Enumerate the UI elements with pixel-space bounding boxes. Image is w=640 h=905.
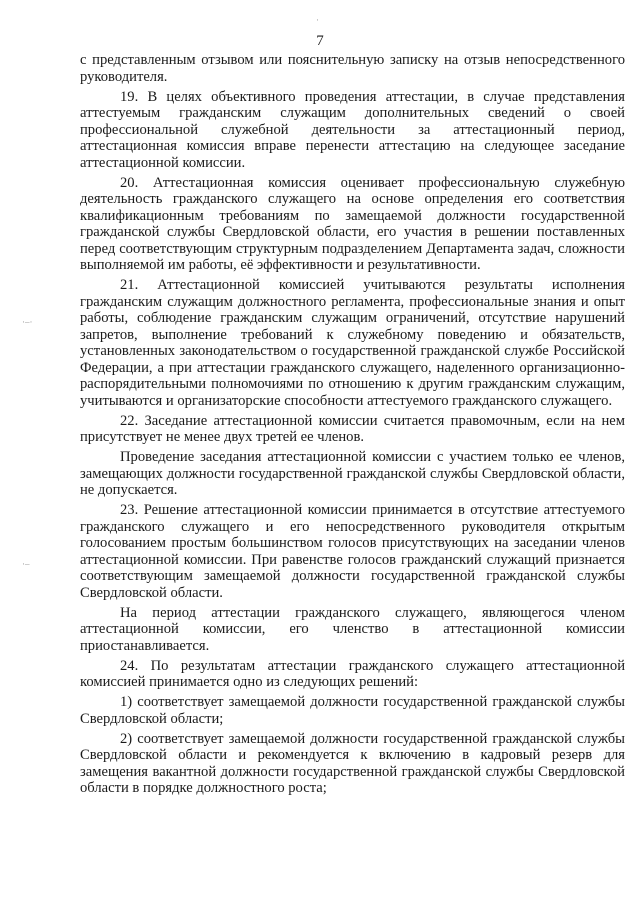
paragraph-item-21: 21. Аттестационной комиссией учитываются результаты исполнения гражданским служащим должностного регламента, профессиональные знания и опыт работы, соблюдение гражданским служащим ограничений, отсутствие нарушений запретов, выполнение требований к служебному поведению и обязательств, установленных законодательством о государственной гражданской службе Российской Федерации, а при аттестации гражданского служащего, наделенного организационно-распорядительными полномочиями по отношению к другим гражданским служащим, учитываются и организаторские способности аттестуемого гражданского служащего. bbox=[80, 277, 625, 409]
paragraph-item-23: 23. Решение аттестационной комиссии принимается в отсутствие аттестуемого гражданского служащего и его непосредственного руководителя открытым голосованием простым большинством голосов присутствующих на заседании членов аттестационной комиссии. При равенстве голосов гражданский служащий признается соответствующим замещаемой должности государственной гражданской службы Свердловской области. bbox=[80, 502, 625, 601]
scan-speck: · bbox=[316, 15, 319, 25]
paragraph-item-20: 20. Аттестационная комиссия оценивает профессиональную служебную деятельность гражданского служащего на основе определения его соответствия квалификационным требованиям по замещаемой должности государственной гражданской службы Свердловской области, его участия в решении поставленных перед соответствующим структурным подразделением Департамента задач, сложности выполняемой им работы, её эффективности и результативности. bbox=[80, 174, 625, 273]
paragraph-item-22: 22. Заседание аттестационной комиссии считается правомочным, если на нем присутствует не менее двух третей ее членов. bbox=[80, 412, 625, 445]
document-body bbox=[80, 52, 625, 800]
decision-option-2: 2) соответствует замещаемой должности государственной гражданской службы Свердловской области и рекомендуется к включению в кадровый резерв для замещения вакантной должности государственной гражданской службы Свердловской области в порядке должностного роста; bbox=[80, 730, 625, 796]
paragraph-quorum-note: Проведение заседания аттестационной комиссии с участием только ее членов, замещающих должности государственной гражданской службы Свердловской области, не допускается. bbox=[80, 449, 625, 498]
scan-speck: ·–· bbox=[22, 317, 33, 327]
decision-option-1: 1) соответствует замещаемой должности государственной гражданской службы Свердловской области; bbox=[80, 694, 625, 727]
paragraph-item-24: 24. По результатам аттестации гражданского служащего аттестационной комиссией принимается одно из следующих решений: bbox=[80, 657, 625, 690]
paragraph-item-19: 19. В целях объективного проведения аттестации, в случае представления аттестуемым гражданским служащим дополнительных сведений о своей профессиональной служебной деятельности за аттестационный период, аттестационная комиссия вправе перенести аттестацию на следующее заседание аттестационной комиссии. bbox=[80, 88, 625, 171]
scan-speck: ·– bbox=[22, 559, 30, 569]
paragraph-continuation: с представленным отзывом или пояснительную записку на отзыв непосредственного руководителя. bbox=[80, 52, 625, 85]
page-number: 7 bbox=[316, 33, 324, 49]
paragraph-membership-suspension: На период аттестации гражданского служащего, являющегося членом аттестационной комиссии, его членство в аттестационной комиссии приостанавливается. bbox=[80, 604, 625, 654]
